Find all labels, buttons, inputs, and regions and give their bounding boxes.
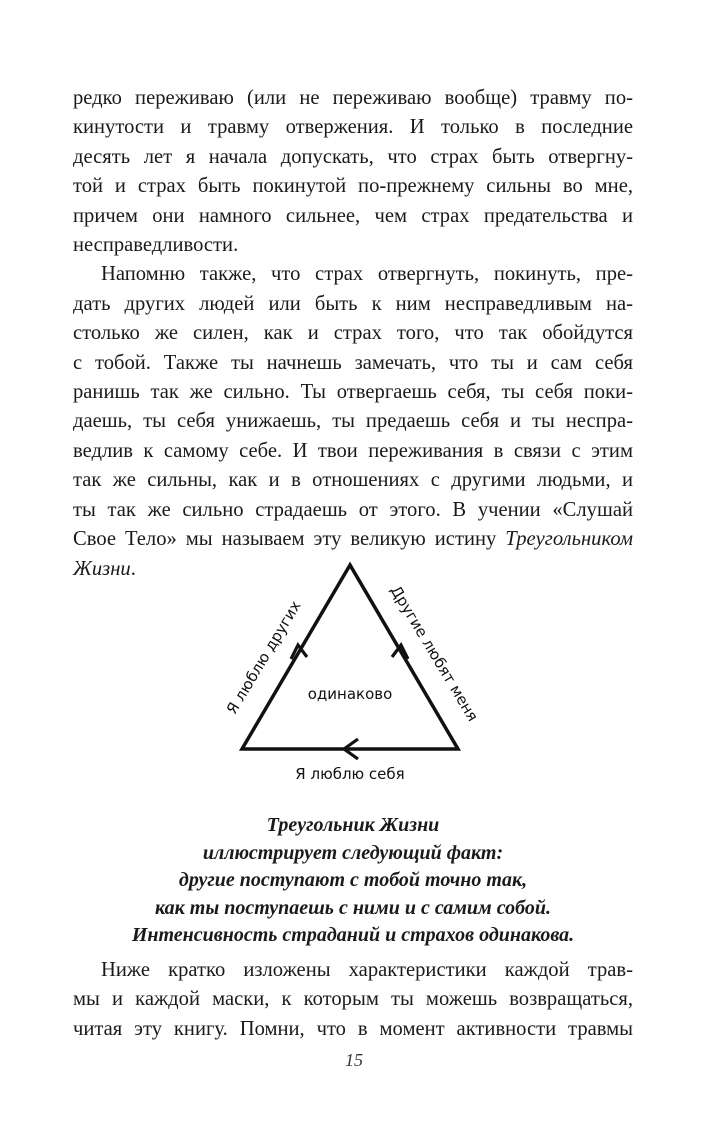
- text-line: даешь, ты себя унижаешь, ты предаешь себя и ты неспра-: [73, 410, 633, 433]
- emphasis-text: Треугольником: [505, 528, 633, 551]
- text-line: так же сильны, как и в отношениях с другими людьми, и: [73, 469, 633, 492]
- text-line: дать других людей или быть к ним несправедливым на-: [73, 292, 633, 315]
- triangle-of-life-diagram: [190, 555, 510, 800]
- text-line: ведлив к самому себе. И твои переживания в связи с этим: [73, 439, 633, 462]
- paragraph-2: [73, 260, 633, 583]
- text-line: несправедливости.: [73, 234, 239, 257]
- diagram-caption: [73, 812, 633, 950]
- emphasis-text: Жизни: [73, 557, 131, 580]
- text-line: Ниже кратко изложены характеристики каждой трав-: [101, 959, 633, 981]
- top-text-block: [73, 84, 633, 584]
- text-line: мы и каждой маски, к которым ты можешь возвращаться,: [73, 988, 633, 1011]
- text-line: десять лет я начала допускать, что страх быть отвергну-: [73, 145, 633, 168]
- right-side-label: Другие любят меня: [386, 582, 482, 725]
- text-fragment: .: [130, 557, 136, 580]
- text-line: читая эту книгу. Помни, что в момент активности травмы: [73, 1017, 633, 1040]
- text-line: с тобой. Также ты начнешь замечать, что ты и сам себя: [73, 351, 633, 374]
- paragraph-1: [73, 84, 633, 260]
- page-number: 15: [345, 1050, 363, 1070]
- text-line: столько же силен, как и страх того, что так обойдутся: [73, 322, 633, 345]
- text-line: причем они намного сильнее, чем страх предательства и: [73, 204, 633, 227]
- text-line-with-emphasis: [73, 525, 633, 554]
- left-side-label: Я люблю других: [222, 597, 305, 718]
- caption-line: Треугольник Жизни: [266, 814, 440, 836]
- caption-line: как ты поступаешь с ними и с самим собой.: [155, 896, 551, 919]
- triangle-svg: [190, 555, 510, 800]
- text-line: той и страх быть покинутой по-прежнему сильны во мне,: [73, 175, 633, 198]
- caption-line: иллюстрирует следующий факт:: [202, 841, 504, 864]
- caption-line: другие поступают с тобой точно так,: [178, 869, 528, 891]
- center-label: одинаково: [307, 685, 393, 703]
- text-line: ранишь так же сильно. Ты отвергаешь себя, ты себя поки-: [73, 381, 633, 404]
- paragraph-3: [73, 956, 633, 1044]
- text-line: Напомню также, что страх отвергнуть, покинуть, пре-: [101, 263, 633, 286]
- text-line: редко переживаю (или не переживаю вообще) травму по-: [73, 87, 633, 109]
- text-line: ты так же сильно страдаешь от этого. В учении «Слушай: [73, 498, 633, 521]
- bottom-side-label: Я люблю себя: [295, 765, 405, 783]
- caption-line: Интенсивность страданий и страхов одинакова.: [131, 924, 575, 946]
- text-fragment: Свое Тело» мы называем эту великую истину: [73, 528, 497, 551]
- text-line: кинутости и травму отвержения. И только в последние: [73, 116, 633, 139]
- bottom-text-block: [73, 956, 633, 1044]
